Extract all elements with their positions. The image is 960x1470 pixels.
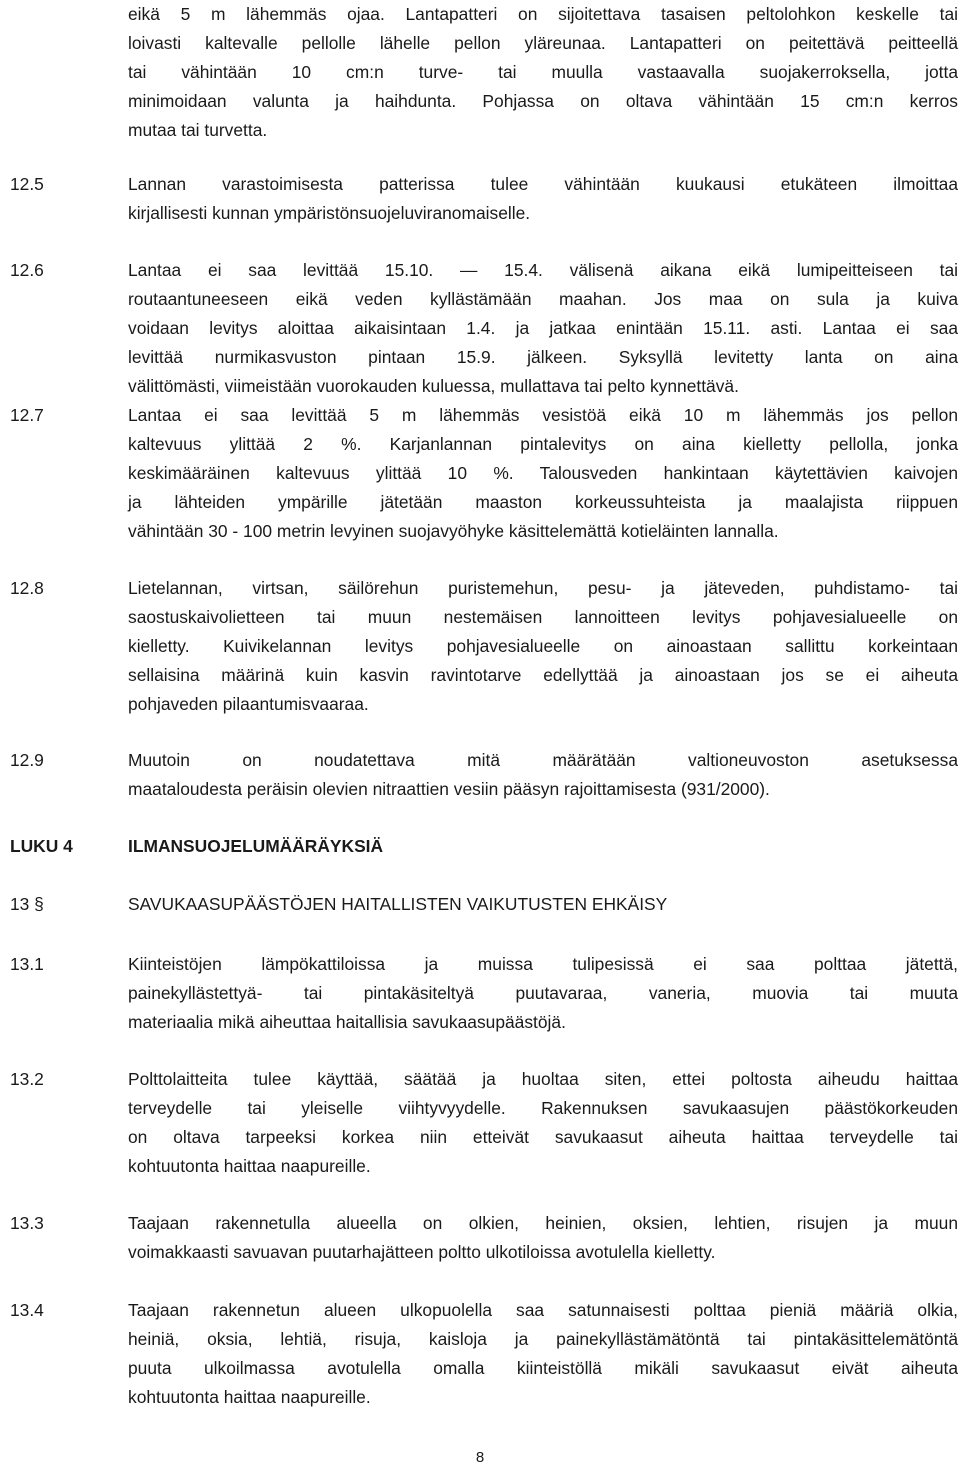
text-line: Taajaan rakennetulla alueella on olkien, heinien, oksien, lehtien, risujen ja muun: [128, 1213, 958, 1233]
section-number: 13.1: [10, 954, 44, 974]
text-line: heiniä, oksia, lehtiä, risuja, kaisloja ja painekyllästämätöntä tai pintakäsittelemätöntä: [128, 1329, 958, 1349]
page-number: 8: [475, 1449, 485, 1466]
text-line: kaltevuus ylittää 2 %. Karjanlannan pintalevitys on aina kielletty pellolla, jonka: [128, 434, 958, 454]
section-number: 12.8: [10, 578, 44, 598]
text-line: kielletty. Kuivikelannan levitys pohjavesialueelle on ainoastaan sallittu korkeintaan: [128, 636, 958, 656]
text-line: Taajaan rakennetun alueen ulkopuolella saa satunnaisesti polttaa pieniä määriä olkia,: [128, 1300, 958, 1320]
paragraph-title: SAVUKAASUPÄÄSTÖJEN HAITALLISTEN VAIKUTUSTEN EHKÄISY: [128, 894, 668, 914]
text-line: eikä 5 m lähemmäs ojaa. Lantapatteri on sijoitettava tasaisen peltolohkon keskelle tai: [128, 4, 958, 24]
text-line: Lietelannan, virtsan, säilörehun puristemehun, pesu- ja jäteveden, puhdistamo- tai: [128, 578, 958, 598]
text-line: loivasti kaltevalle pellolle lähelle pellon yläreunaa. Lantapatteri on peitettävä peitteellä: [128, 33, 958, 53]
text-line: ja lähteiden ympärille jätetään maaston korkeussuhteista ja maalajista riippuen: [128, 492, 958, 512]
section-number: 12.7: [10, 405, 44, 425]
text-line: Polttolaitteita tulee käyttää, säätää ja huoltaa siten, ettei poltosta aiheudu haittaa: [128, 1069, 958, 1089]
text-line: keskimääräinen kaltevuus ylittää 10 %. Talousveden hankintaan käytettävien kaivojen: [128, 463, 958, 483]
text-line: maataloudesta peräisin olevien nitraattien vesiin pääsyn rajoittamisesta (931/2000).: [128, 779, 770, 799]
text-line: voidaan levitys aloittaa aikaisintaan 1.4. ja jatkaa enintään 15.11. asti. Lantaa ei saa: [128, 318, 958, 338]
paragraph-number: 13 §: [10, 894, 44, 914]
text-line: Lantaa ei saa levittää 15.10. — 15.4. välisenä aikana eikä lumipeitteiseen tai: [128, 260, 958, 280]
text-line: kohtuutonta haittaa naapureille.: [128, 1387, 371, 1407]
text-line: saostuskaivolietteen tai muun nestemäisen lannoitteen levitys pohjavesialueelle on: [128, 607, 958, 627]
chapter-title: ILMANSUOJELUMÄÄRÄYKSIÄ: [128, 836, 384, 856]
text-line: Kiinteistöjen lämpökattiloissa ja muissa tulipesissä ei saa polttaa jätettä,: [128, 954, 958, 974]
text-line: terveydelle tai yleiselle viihtyvyydelle. Rakennuksen savukaasujen päästökorkeuden: [128, 1098, 958, 1118]
text-line: tai vähintään 10 cm:n turve- tai muulla vastaavalla suojakerroksella, jotta: [128, 62, 958, 82]
text-line: kirjallisesti kunnan ympäristönsuojeluviranomaiselle.: [128, 203, 531, 223]
section-number: 12.9: [10, 750, 44, 770]
chapter-label: LUKU 4: [10, 836, 73, 856]
text-line: välittömästi, viimeistään vuorokauden kuluessa, mullattava tai pelto kynnettävä.: [128, 376, 739, 396]
text-line: puuta ulkoilmassa avotulella omalla kiinteistöllä mikäli savukaasut eivät aiheuta: [128, 1358, 958, 1378]
text-line: voimakkaasti savuavan puutarhajätteen poltto ulkotiloissa avotulella kielletty.: [128, 1242, 716, 1262]
text-line: Lantaa ei saa levittää 5 m lähemmäs vesistöä eikä 10 m lähemmäs jos pellon: [128, 405, 958, 425]
text-line: levittää nurmikasvuston pintaan 15.9. jälkeen. Syksyllä levitetty lanta on aina: [128, 347, 958, 367]
text-line: routaantuneeseen eikä veden kyllästämään maahan. Jos maa on sula ja kuiva: [128, 289, 958, 309]
section-number: 13.3: [10, 1213, 44, 1233]
text-line: minimoidaan valunta ja haihdunta. Pohjassa on oltava vähintään 15 cm:n kerros: [128, 91, 958, 111]
text-line: painekyllästettyä- tai pintakäsiteltyä puutavaraa, vaneria, muovia tai muuta: [128, 983, 958, 1003]
text-line: sellaisina määrinä kuin kasvin ravintotarve edellyttää ja ainoastaan jos se ei aiheuta: [128, 665, 958, 685]
text-line: on oltava tarpeeksi korkea niin etteivät savukaasut aiheuta haittaa terveydelle tai: [128, 1127, 958, 1147]
text-line: materiaalia mikä aiheuttaa haitallisia savukaasupäästöjä.: [128, 1012, 566, 1032]
section-number: 12.5: [10, 174, 44, 194]
text-line: pohjaveden pilaantumisvaaraa.: [128, 694, 369, 714]
text-line: vähintään 30 - 100 metrin levyinen suojavyöhyke käsittelemättä kotieläinten lannalla.: [128, 521, 779, 541]
text-line: Lannan varastoimisesta patterissa tulee vähintään kuukausi etukäteen ilmoittaa: [128, 174, 958, 194]
section-number: 13.2: [10, 1069, 44, 1089]
text-line: mutaa tai turvetta.: [128, 120, 268, 140]
section-number: 13.4: [10, 1300, 44, 1320]
section-number: 12.6: [10, 260, 44, 280]
text-line: Muutoin on noudatettava mitä määrätään valtioneuvoston asetuksessa: [128, 750, 958, 770]
text-line: kohtuutonta haittaa naapureille.: [128, 1156, 371, 1176]
